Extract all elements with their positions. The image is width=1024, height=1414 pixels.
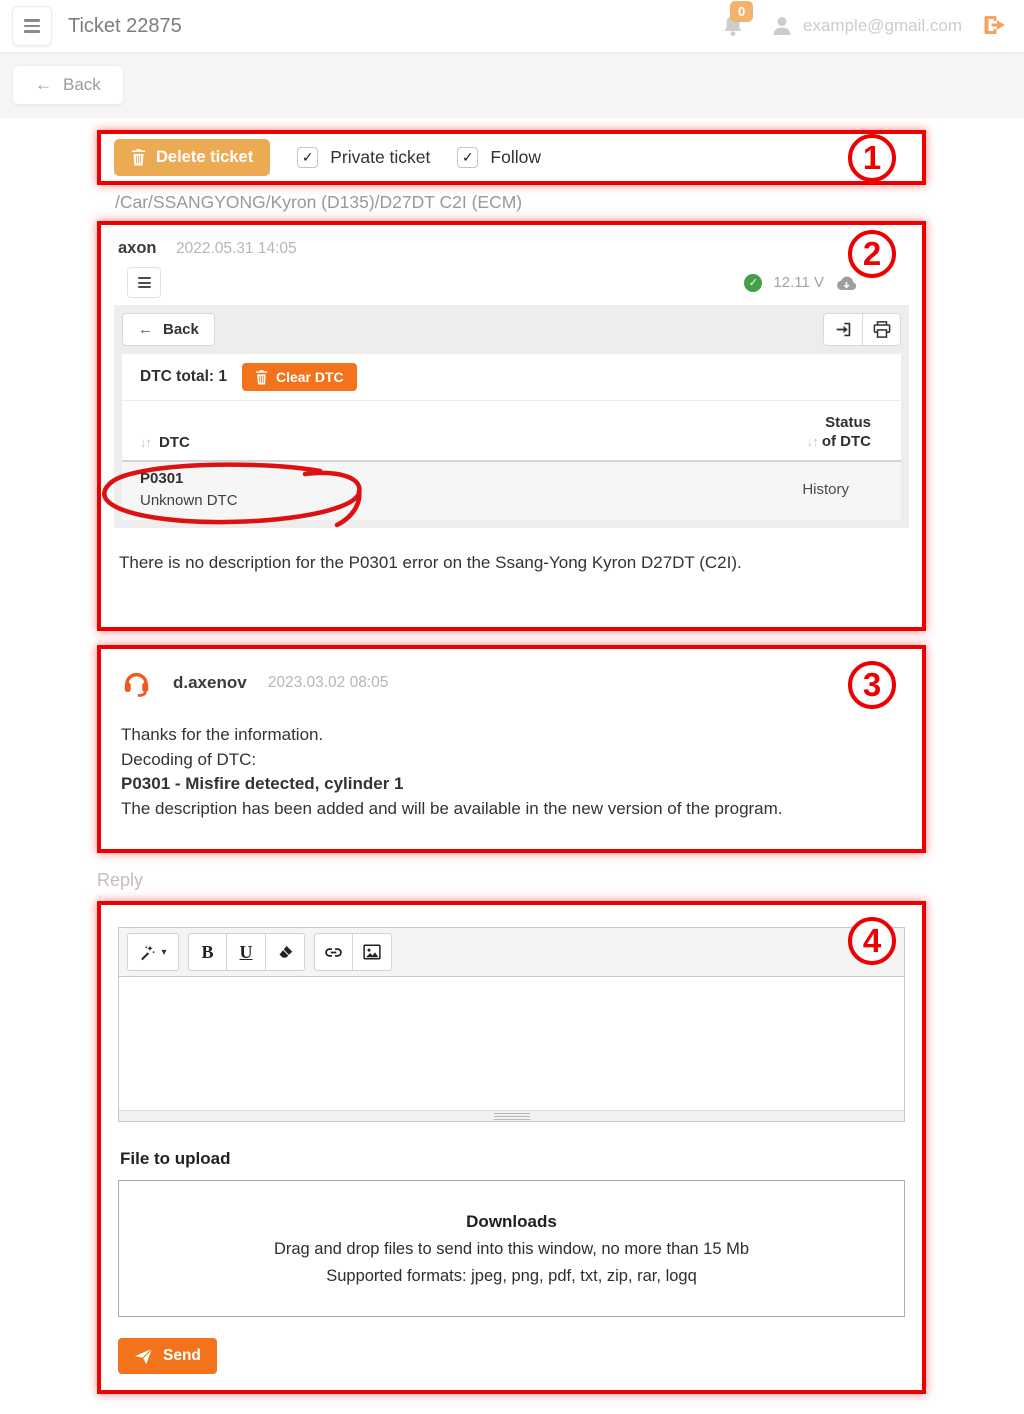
status-column-label-line1: Status — [825, 414, 871, 431]
dtc-summary-row — [122, 354, 901, 401]
delete-ticket-label: Delete ticket — [156, 148, 254, 166]
status-ok-icon — [744, 274, 762, 292]
insert-image-button[interactable] — [353, 933, 392, 971]
dtc-column-header[interactable] — [140, 434, 190, 451]
message-author: axon — [118, 239, 157, 257]
annotated-region-actions — [97, 130, 926, 185]
private-ticket-checkbox[interactable] — [297, 147, 318, 168]
user-icon — [770, 14, 794, 38]
main-content — [0, 118, 1024, 1414]
sort-icon: ↓↑ — [140, 435, 151, 450]
message-line: Thanks for the information. — [121, 725, 324, 744]
check-icon: ✓ — [301, 149, 314, 165]
trash-icon — [255, 370, 268, 385]
dtc-table-header — [122, 401, 901, 462]
logout-button[interactable] — [982, 13, 1008, 40]
message-line: Decoding of DTC: — [121, 749, 257, 769]
magic-wand-icon — [139, 944, 156, 961]
message-timestamp: 2022.05.31 14:05 — [175, 240, 297, 257]
dtc-status: History — [802, 481, 849, 498]
annotation-number-2: 2 — [848, 230, 896, 278]
device-status — [744, 274, 858, 292]
insert-link-button[interactable] — [314, 933, 353, 971]
clear-format-button[interactable] — [266, 933, 305, 971]
dtc-column-label: DTC — [159, 434, 190, 451]
dtc-total: DTC total: 1 — [140, 368, 227, 385]
underline-button[interactable] — [227, 933, 266, 971]
reply-section-label: Reply — [97, 870, 144, 890]
annotation-number-1: 1 — [848, 134, 896, 182]
cloud-icon — [835, 274, 858, 291]
topbar-right — [716, 3, 1008, 40]
reply-editor — [118, 927, 905, 1122]
format-button-group — [188, 933, 305, 971]
embedded-screenshot — [114, 305, 909, 528]
dtc-code: P0301 — [140, 470, 184, 487]
status-column-header[interactable] — [807, 413, 871, 451]
dtc-panel — [122, 354, 901, 520]
menu-button[interactable] — [12, 6, 52, 46]
insert-button-group — [314, 933, 392, 971]
editor-toolbar — [119, 928, 904, 977]
trash-icon — [131, 149, 146, 166]
check-icon: ✓ — [462, 149, 474, 165]
message-line: The description has been added and will be available in the new version of the program. — [121, 798, 783, 818]
status-column-label-line2: of DTC — [821, 433, 871, 450]
dropzone-formats: Supported formats: jpeg, png, pdf, txt, zip, rar, logq — [326, 1267, 697, 1285]
style-menu-button[interactable] — [127, 933, 179, 971]
message-header — [121, 668, 902, 698]
annotated-region-support-reply — [97, 645, 926, 853]
send-button[interactable] — [118, 1338, 217, 1374]
send-plane-icon — [134, 1348, 153, 1365]
screenshot-back-label: Back — [163, 321, 199, 338]
message-toolbar-row — [127, 267, 858, 298]
underline-label: U — [239, 941, 253, 962]
back-arrow-icon: ← — [35, 75, 52, 94]
annotated-region-first-message — [97, 221, 926, 631]
user-email: example@gmail.com — [803, 16, 962, 35]
grip-icon — [494, 1116, 530, 1117]
bold-button[interactable] — [188, 933, 227, 971]
sort-icon: ↓↑ — [806, 434, 818, 449]
back-arrow-icon: ← — [138, 321, 153, 338]
link-icon — [324, 945, 343, 960]
page-title: Ticket 22875 — [68, 14, 182, 37]
sub-header — [0, 52, 1024, 118]
dtc-description: Unknown DTC — [140, 492, 238, 509]
eraser-icon — [277, 944, 294, 960]
dtc-table-row[interactable] — [122, 462, 901, 520]
check-icon: ✓ — [748, 277, 758, 289]
file-dropzone[interactable] — [118, 1180, 905, 1317]
annotation-number-4: 4 — [848, 917, 896, 965]
message-line-dtc-decoding: P0301 - Misfire detected, cylinder 1 — [121, 774, 404, 793]
image-icon — [363, 944, 381, 960]
dropzone-title: Downloads — [466, 1212, 557, 1231]
reply-text-area[interactable] — [119, 977, 904, 1110]
message-body: There is no description for the P0301 error on the Ssang-Yong Kyron D27DT (C2I). — [119, 553, 742, 572]
message-menu-button[interactable] — [127, 267, 161, 298]
screenshot-back-button[interactable] — [122, 313, 215, 346]
private-ticket-option[interactable] — [297, 147, 430, 168]
screenshot-toolbar — [122, 313, 901, 346]
hamburger-icon — [138, 277, 151, 288]
editor-resize-handle[interactable] — [119, 1110, 904, 1121]
hamburger-icon — [24, 19, 40, 33]
send-label: Send — [163, 1347, 201, 1364]
top-bar — [0, 0, 1024, 52]
private-ticket-label: Private ticket — [330, 147, 431, 167]
dtc-cell — [140, 470, 238, 509]
screenshot-tools — [823, 313, 901, 346]
export-icon — [835, 321, 852, 338]
annotation-number-3: 3 — [848, 661, 896, 709]
follow-checkbox[interactable] — [457, 147, 478, 168]
message-header — [101, 235, 922, 258]
notification-badge: 0 — [730, 1, 753, 22]
annotated-region-reply-form — [97, 901, 926, 1394]
message-author: d.axenov — [173, 673, 247, 692]
follow-label: Follow — [490, 147, 541, 167]
breadcrumb: /Car/SSANGYONG/Kyron (D135)/D27DT C2I (ECM) — [115, 192, 523, 212]
user-menu[interactable] — [770, 14, 962, 38]
printer-icon — [873, 321, 891, 338]
clear-dtc-button[interactable] — [242, 363, 357, 391]
print-button[interactable] — [862, 313, 901, 346]
notifications-button[interactable] — [716, 3, 750, 40]
export-button[interactable] — [823, 313, 862, 346]
back-button[interactable] — [12, 65, 124, 105]
clear-dtc-label: Clear DTC — [275, 369, 344, 385]
headset-icon — [121, 668, 152, 698]
back-label: Back — [63, 75, 101, 94]
logout-icon — [982, 13, 1008, 37]
message-body — [121, 723, 902, 821]
message-timestamp: 2023.03.02 08:05 — [267, 674, 389, 691]
dropzone-instruction: Drag and drop files to send into this window, no more than 15 Mb — [273, 1240, 750, 1258]
delete-ticket-button[interactable] — [114, 139, 270, 176]
voltage-value: 12.11 V — [773, 274, 824, 291]
bold-label: B — [201, 941, 214, 962]
chevron-down-icon: ▾ — [161, 946, 167, 958]
follow-option[interactable] — [457, 147, 541, 168]
file-upload-label: File to upload — [120, 1149, 231, 1168]
